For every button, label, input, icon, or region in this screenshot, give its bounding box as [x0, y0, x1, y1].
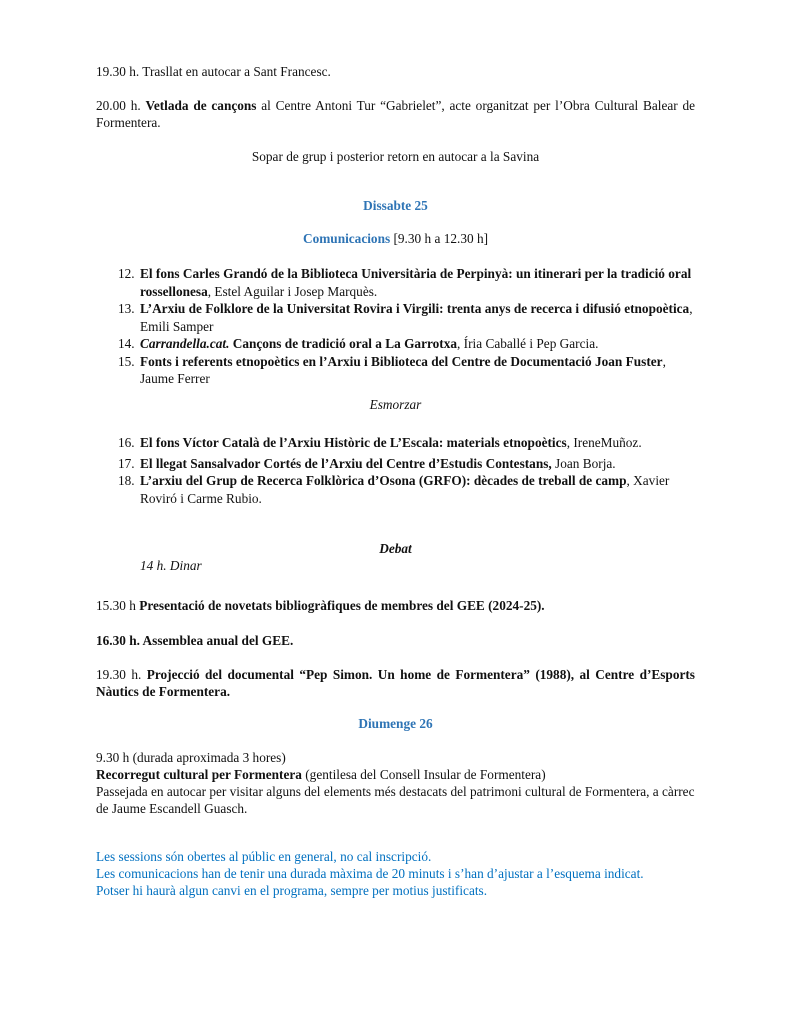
item-number: 12.: [118, 266, 135, 281]
item-number: 16.: [118, 435, 135, 450]
projection-time: 19.30 h.: [96, 667, 147, 682]
lunch-line: 14 h. Dinar: [140, 558, 202, 573]
presentation-time: 15.30 h: [96, 598, 140, 613]
communications-heading: [96, 230, 695, 247]
item-authors: , Jaume Ferrer: [140, 353, 666, 386]
tour-description: Passejada en autocar per visitar alguns del elements més destacats del patrimoni cultural de Formentera, a càrrec de Jaume Escandell Guasch.: [96, 784, 695, 816]
presentation-line: [96, 597, 695, 614]
sunday-heading: Diumenge 26: [358, 716, 433, 731]
item-title: El llegat Sansalvador Cortés de l’Arxiu del Centre d’Estudis Contestans,: [140, 455, 552, 471]
item-authors: , Emili Samper: [140, 301, 693, 334]
item-authors: , IreneMuñoz.: [566, 435, 642, 450]
item-number: 17.: [118, 455, 135, 471]
communication-item: [118, 434, 698, 452]
vetllada-title: Vetlada de cançons: [145, 98, 257, 113]
item-title: Fonts i referents etnopoètics en l’Arxiu i Biblioteca del Centre de Documentació Joan Fuster: [140, 353, 663, 369]
item-title: El fons Carles Grandó de la Biblioteca Universitària de Perpinyà: un itinerari per la tradició oral rossellonesa: [140, 266, 692, 299]
item-authors: , Íria Caballé i Pep Garcia.: [457, 336, 599, 351]
assembly-line: 16.30 h. Assemblea anual del GEE.: [96, 633, 294, 648]
debate-label: Debat: [379, 541, 412, 556]
communications-list-1: [118, 265, 698, 388]
tour-sponsor: (gentilesa del Consell Insular de Formentera): [301, 767, 546, 782]
item-authors: , Estel Aguilar i Josep Marquès.: [207, 283, 378, 299]
item-authors: , Xavier Roviró i Carme Rubio.: [140, 473, 670, 506]
vetllada-time: 20.00 h.: [96, 98, 146, 113]
vetllada-paragraph: [96, 97, 695, 131]
item-title: Cançons de tradició oral a La Garrotxa: [229, 336, 458, 351]
communication-item: [118, 353, 698, 388]
communication-item: [118, 335, 698, 353]
saturday-heading: Dissabte 25: [363, 198, 428, 213]
communication-item: [118, 300, 698, 335]
item-number: 15.: [118, 353, 135, 369]
item-number: 18.: [118, 473, 135, 488]
item-title: L’Arxiu de Folklore de la Universitat Rovira i Virgili: trenta anys de recerca i difusió etnopoètica: [140, 301, 690, 316]
communications-label: Comunicacions: [302, 231, 391, 246]
note-open-sessions: Les sessions són obertes al públic en general, no cal inscripció.: [96, 849, 432, 864]
communications-time: [9.30 h a 12.30 h]: [390, 231, 489, 246]
item-authors: Joan Borja.: [551, 455, 616, 471]
communication-item: [118, 455, 698, 473]
item-title: L’arxiu del Grup de Recerca Folklòrica d’Osona (GRFO): dècades de treball de camp: [140, 473, 627, 488]
projection-paragraph: [96, 666, 695, 700]
tour-line: [96, 766, 695, 783]
break-label: Esmorzar: [369, 397, 422, 412]
communication-item: [118, 265, 698, 300]
communication-item: [118, 472, 698, 507]
item-title-italic: Carrandella.cat.: [140, 336, 230, 351]
item-title: El fons Víctor Català de l’Arxiu Històric de L’Escala: materials etnopoètics: [140, 435, 567, 450]
vetllada-details: al Centre Antoni Tur “Gabrielet”, acte organitzat per l’Obra Cultural Balear de Formentera.: [96, 98, 696, 130]
projection-title: Projecció del documental “Pep Simon. Un home de Formentera” (1988), al Centre d’Esports Nàutics de Formentera.: [96, 667, 695, 699]
transfer-line: 19.30 h. Trasllat en autocar a Sant Francesc.: [96, 64, 331, 79]
note-changes: Potser hi haurà algun canvi en el programa, sempre per motius justificats.: [96, 883, 488, 898]
dinner-line: Sopar de grup i posterior retorn en autocar a la Savina: [251, 149, 540, 164]
tour-title: Recorregut cultural per Formentera: [96, 767, 302, 782]
sunday-time: 9.30 h (durada aproximada 3 hores): [96, 750, 286, 765]
presentation-title: Presentació de novetats bibliogràfiques de membres del GEE (2024-25).: [139, 598, 545, 613]
item-number: 14.: [118, 336, 135, 351]
communications-list-2: [118, 434, 698, 507]
item-number: 13.: [118, 301, 135, 316]
note-duration: Les comunicacions han de tenir una durada màxima de 20 minuts i s’han d’ajustar a l’esquema indicat.: [96, 866, 644, 881]
